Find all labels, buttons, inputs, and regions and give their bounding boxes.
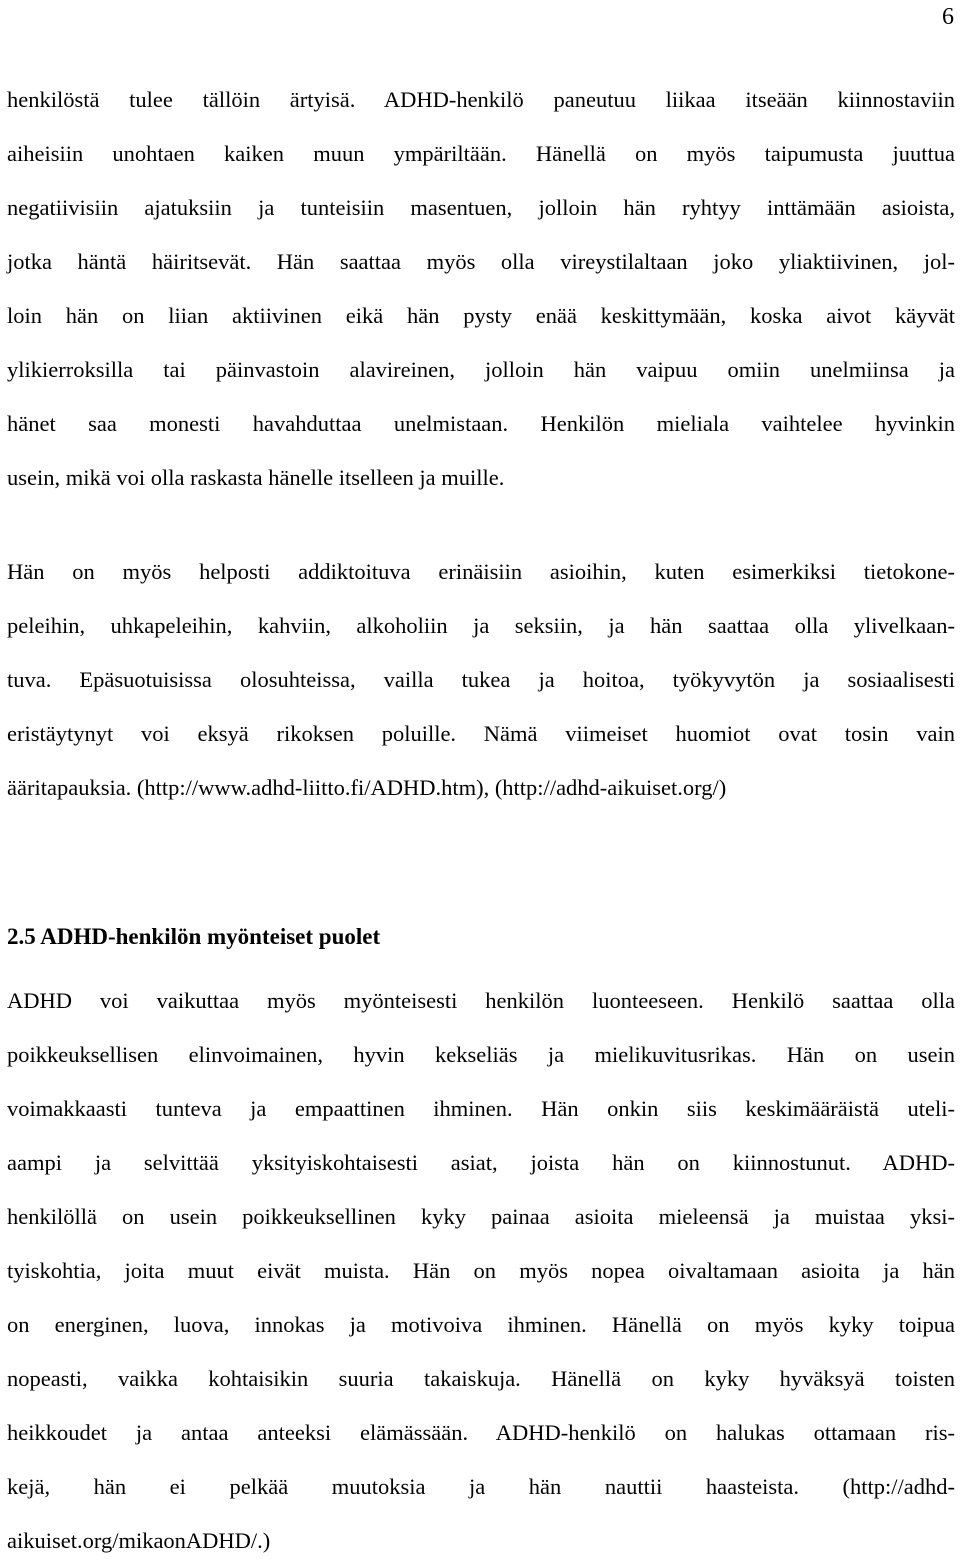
page-number: 6 [942,4,954,30]
text-line: henkilöstä tulee tällöin ärtyisä. ADHD-henkilö paneutuu liikaa itseään kiinnostaviin [7,87,955,112]
text-line: tuva. Epäsuotuisissa olosuhteissa, vailla tukea ja hoitoa, työkyvytön ja sosiaalisesti [7,667,955,692]
text-line: negatiivisiin ajatuksiin ja tunteisiin masentuen, jolloin hän ryhtyy inttämään asioista, [7,195,955,220]
paragraph-adhd-symptoms [7,73,955,505]
text-line: on energinen, luova, innokas ja motivoiva ihminen. Hänellä on myös kyky toipua [7,1312,955,1337]
text-line: nopeasti, vaikka kohtaisikin suuria takaiskuja. Hänellä on kyky hyväksyä toisten [7,1366,955,1391]
text-line: aampi ja selvittää yksityiskohtaisesti asiat, joista hän on kiinnostunut. ADHD- [7,1150,955,1175]
text-line: ylikierroksilla tai päinvastoin alavireinen, jolloin hän vaipuu omiin unelmiinsa ja [7,357,955,382]
text-line: Hän on myös helposti addiktoituva erinäisiin asioihin, kuten esimerkiksi tietokone- [7,559,955,584]
text-line: jotka häntä häiritsevät. Hän saattaa myös olla vireystilaltaan joko yliaktiivinen, jol- [7,249,955,274]
text-line: eristäytynyt voi eksyä rikoksen poluille. Nämä viimeiset huomiot ovat tosin vain [7,721,955,746]
section-heading: 2.5 ADHD-henkilön myönteiset puolet [7,924,381,949]
text-line: peleihin, uhkapeleihin, kahviin, alkoholiin ja seksiin, ja hän saattaa olla ylivelkaan- [7,613,955,638]
text-line: loin hän on liian aktiivinen eikä hän pysty enää keskittymään, koska aivot käyvät [7,303,955,328]
text-line: poikkeuksellisen elinvoimainen, hyvin kekseliäs ja mielikuvitusrikas. Hän on usein [7,1042,955,1067]
text-line: aikuiset.org/mikaonADHD/.) [7,1528,271,1553]
text-line: tyiskohtia, joita muut eivät muista. Hän on myös nopea oivaltamaan asioita ja hän [7,1258,955,1283]
text-line: henkilöllä on usein poikkeuksellinen kyky painaa asioita mieleensä ja muistaa yksi- [7,1204,955,1229]
text-line: usein, mikä voi olla raskasta hänelle itselleen ja muille. [7,465,505,490]
text-line: aiheisiin unohtaen kaiken muun ympäriltään. Hänellä on myös taipumusta juuttua [7,141,955,166]
text-line: ADHD voi vaikuttaa myös myönteisesti henkilön luonteeseen. Henkilö saattaa olla [7,988,955,1013]
text-line: ääritapauksia. (http://www.adhd-liitto.fi/ADHD.htm), (http://adhd-aikuiset.org/) [7,775,727,800]
text-line: hänet saa monesti havahduttaa unelmistaan. Henkilön mieliala vaihtelee hyvinkin [7,411,955,436]
text-line: kejä, hän ei pelkää muutoksia ja hän nauttii haasteista. (http://adhd- [7,1474,955,1499]
paragraph-positive-sides [7,974,955,1568]
text-line: voimakkaasti tunteva ja empaattinen ihminen. Hän onkin siis keskimääräistä uteli- [7,1096,955,1121]
paragraph-addiction [7,545,955,815]
document-body [7,73,955,1568]
text-line: heikkoudet ja antaa anteeksi elämässään. ADHD-henkilö on halukas ottamaan ris- [7,1420,955,1445]
